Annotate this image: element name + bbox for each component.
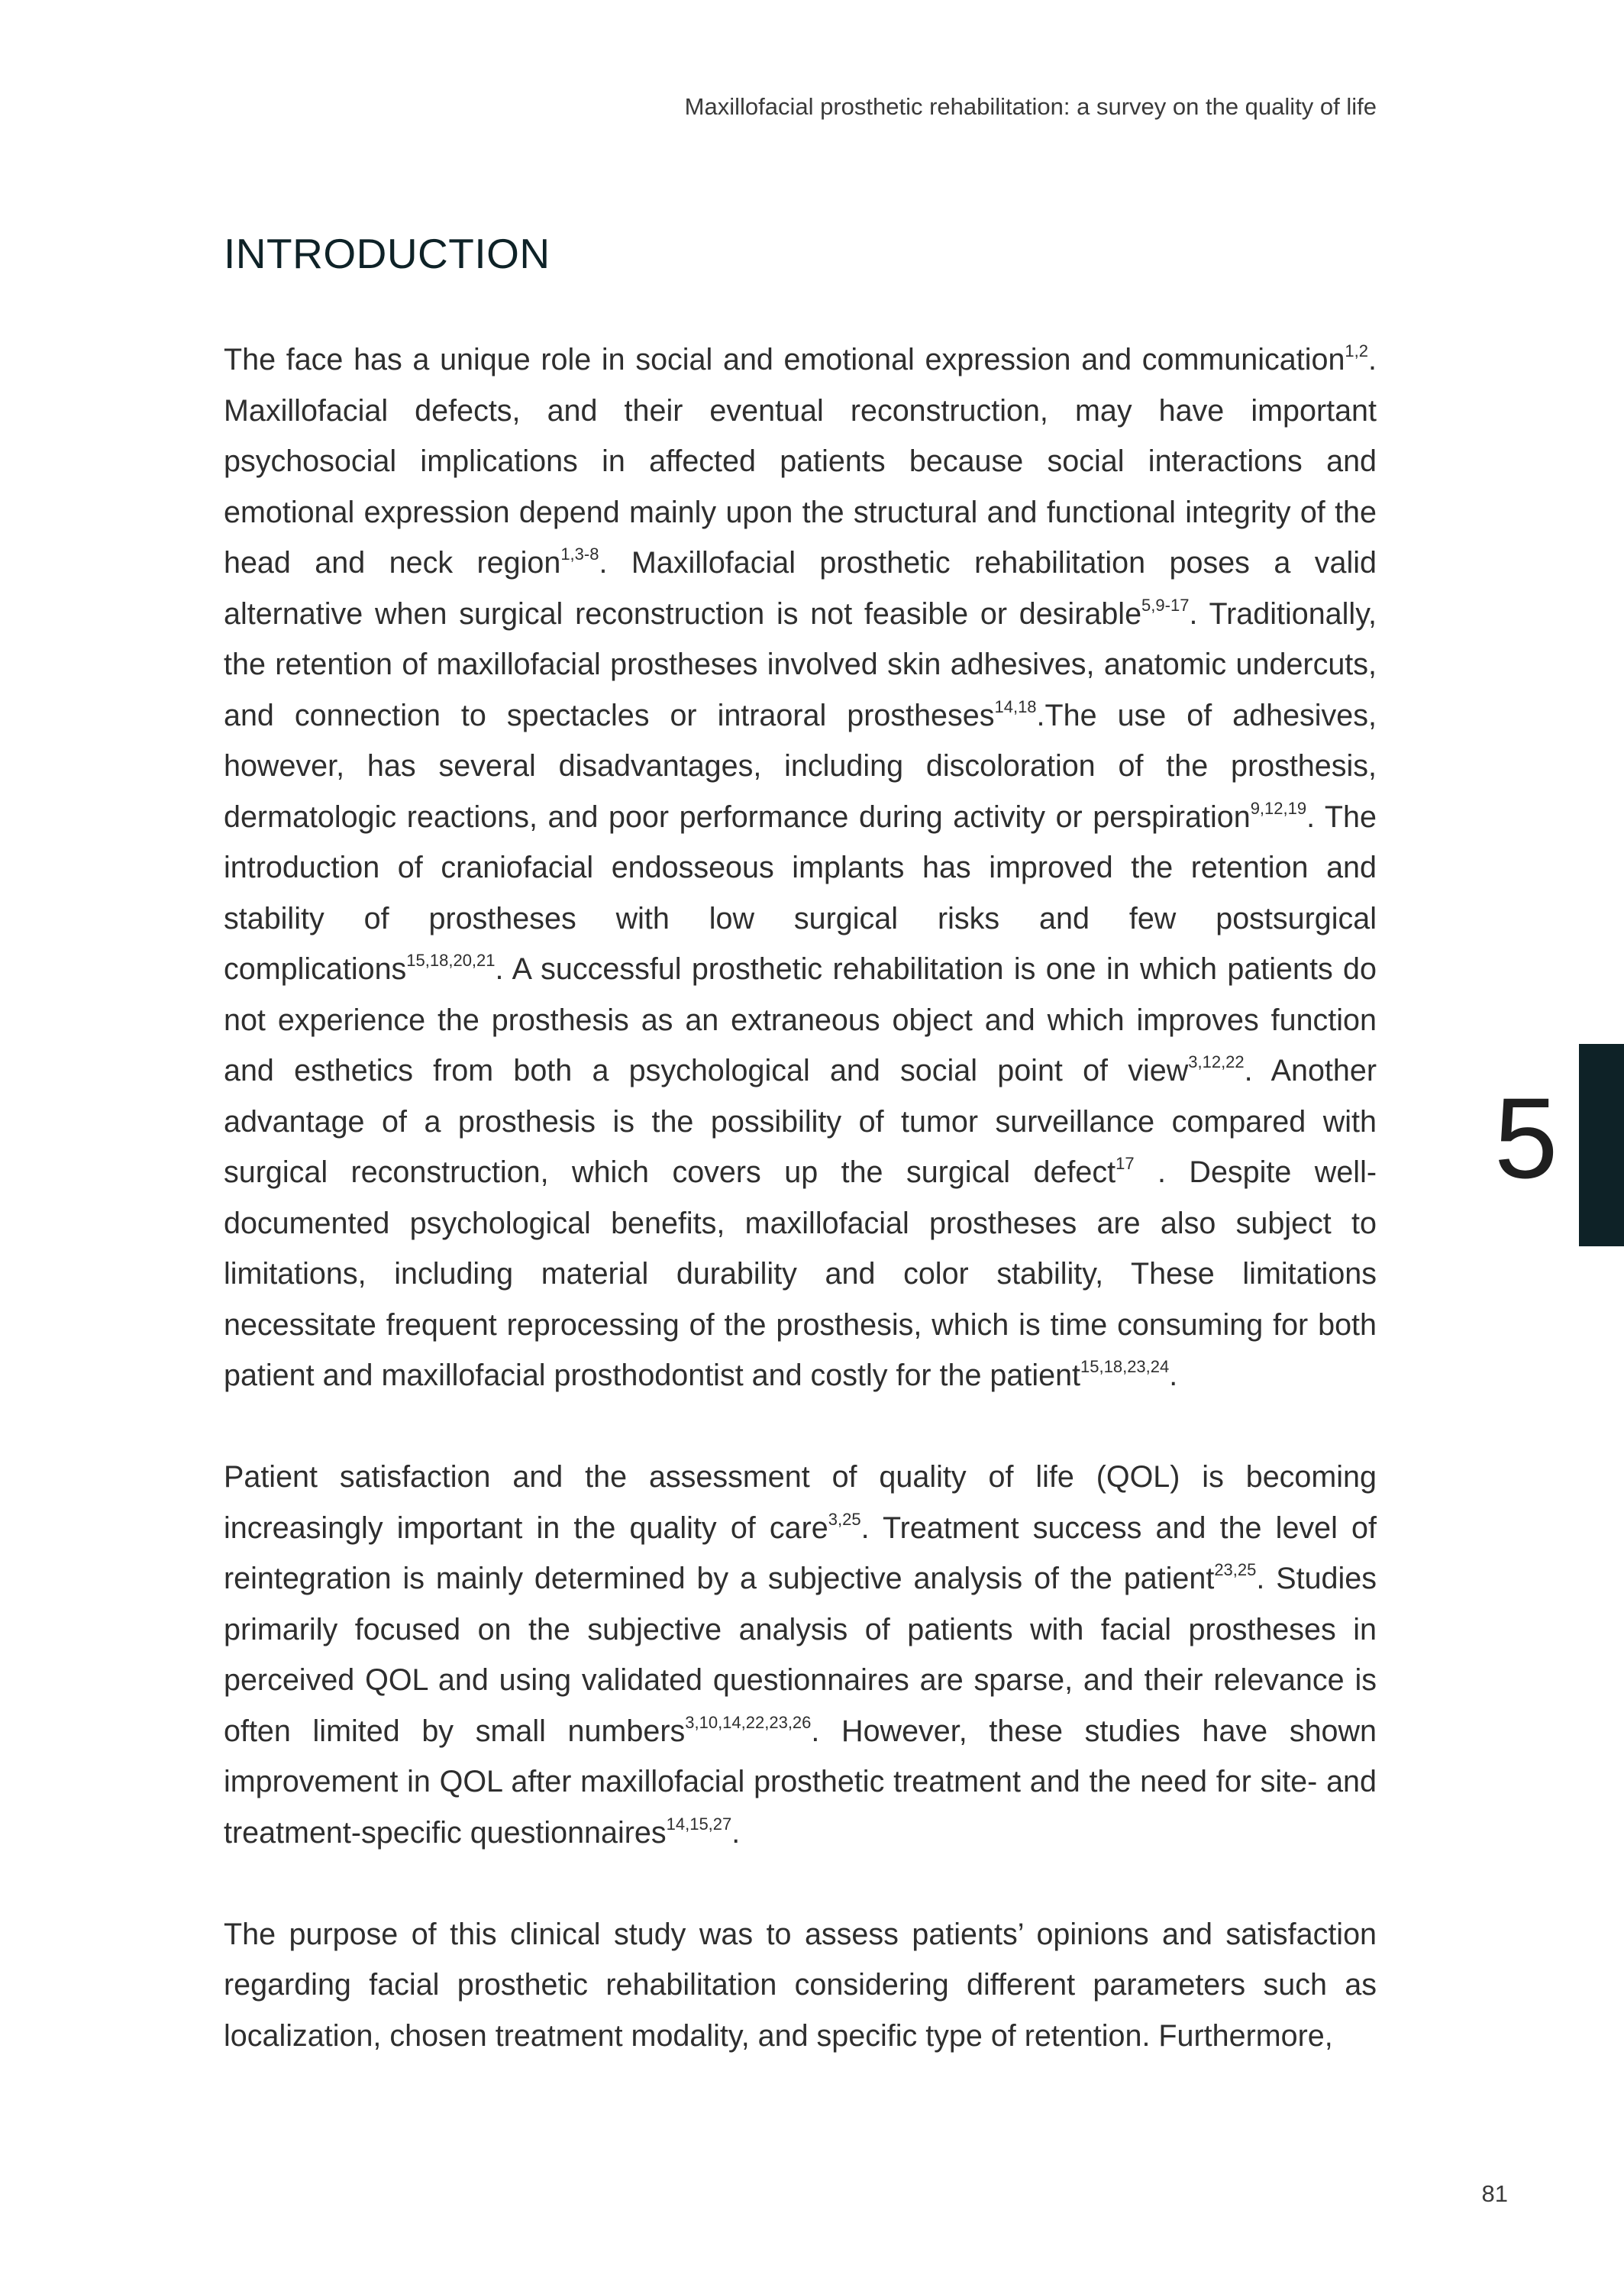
paragraph-text: . Studies primarily focused on the subjective analysis of patients with facial prostheses in perceived QOL and using validated questionnaires are sparse, and their relevance is often limited by small numbers [224, 1562, 1377, 1748]
paragraph-text: . Maxillofacial prosthetic rehabilitation poses a valid alternative when surgical reconstruction is not feasible or desirable [224, 546, 1377, 631]
citation-superscript: 23,25 [1214, 1560, 1257, 1579]
section-title: INTRODUCTION [224, 230, 550, 277]
paragraph-text: The purpose of this clinical study was to assess patients’ opinions and satisfaction regarding facial prosthetic rehabilitation considering different parameters such as localization, chosen treatment modality, and specific type of retention. Furthermore, [224, 1917, 1377, 2053]
paragraph [224, 1452, 1377, 1858]
paragraph [224, 334, 1377, 1401]
citation-superscript: 5,9-17 [1141, 595, 1190, 615]
citation-superscript: 3,10,14,22,23,26 [685, 1712, 812, 1732]
citation-superscript: 1,3-8 [560, 544, 599, 564]
paragraph-text: . [731, 1815, 741, 1850]
paragraph-text: . Despite well-documented psychological benefits, maxillofacial prostheses are also subject to limitations, including material durability and color stability, These limitations necessitate frequent reprocessing of the prosthesis, which is time consuming for both patient and maxillofacial prosthodontist and costly for the patient [224, 1155, 1377, 1392]
paragraph-text: . [1169, 1359, 1178, 1392]
paragraph-text: The face has a unique role in social and emotional expression and communication [224, 343, 1345, 376]
paragraph-text: . Maxillofacial defects, and their eventual reconstruction, may have important psychosocial implications in affected patients because social interactions and emotional expression depend mainly upon the structural and functional integrity of the head and neck region [224, 343, 1377, 580]
citation-superscript: 3,25 [828, 1509, 861, 1529]
citation-superscript: 3,12,22 [1188, 1052, 1245, 1071]
paragraph-text: . Another advantage of a prosthesis is the possibility of tumor surveillance compared with surgical reconstruction, which covers up the surgical defect [224, 1054, 1377, 1189]
citation-superscript: 9,12,19 [1250, 798, 1307, 818]
paragraph-text: . However, these studies have shown improvement in QOL after maxillofacial prosthetic treatment and the need for site- and treatment-specific questionnaires [224, 1714, 1377, 1850]
paragraph-text: . Treatment success and the level of reintegration is mainly determined by a subjective analysis of the patient [224, 1511, 1377, 1595]
chapter-number: 5 [1494, 1074, 1558, 1202]
paragraph-text: .The use of adhesives, however, has several disadvantages, including discoloration of the prosthesis, dermatologic reactions, and poor performance during activity or perspiration [224, 698, 1377, 834]
citation-superscript: 17 [1115, 1154, 1135, 1173]
paragraph-text: . Traditionally, the retention of maxillofacial prostheses involved skin adhesives, anatomic undercuts, and connection to spectacles or intraoral prostheses [224, 596, 1377, 732]
body-text [224, 334, 1377, 2061]
citation-superscript: 14,15,27 [666, 1814, 732, 1834]
chapter-tab [1579, 1044, 1624, 1246]
citation-superscript: 1,2 [1345, 341, 1369, 360]
paragraph-text: . A successful prosthetic rehabilitation is one in which patients do not experience the prosthesis as an extraneous object and which improves function and esthetics from both a psychological and social point of view [224, 952, 1377, 1087]
citation-superscript: 14,18 [994, 696, 1037, 716]
paragraph-text: . The introduction of craniofacial endosseous implants has improved the retention and stability of prostheses with low surgical risks and few postsurgical complications [224, 800, 1377, 986]
citation-superscript: 15,18,23,24 [1080, 1357, 1170, 1376]
paragraph [224, 1909, 1377, 2062]
page-number: 81 [1481, 2180, 1508, 2207]
paragraph-text: Patient satisfaction and the assessment of quality of life (QOL) is becoming increasingly important in the quality of care [224, 1460, 1377, 1545]
running-header: Maxillofacial prosthetic rehabilitation: a survey on the quality of life [684, 93, 1377, 120]
citation-superscript: 15,18,20,21 [406, 951, 496, 970]
